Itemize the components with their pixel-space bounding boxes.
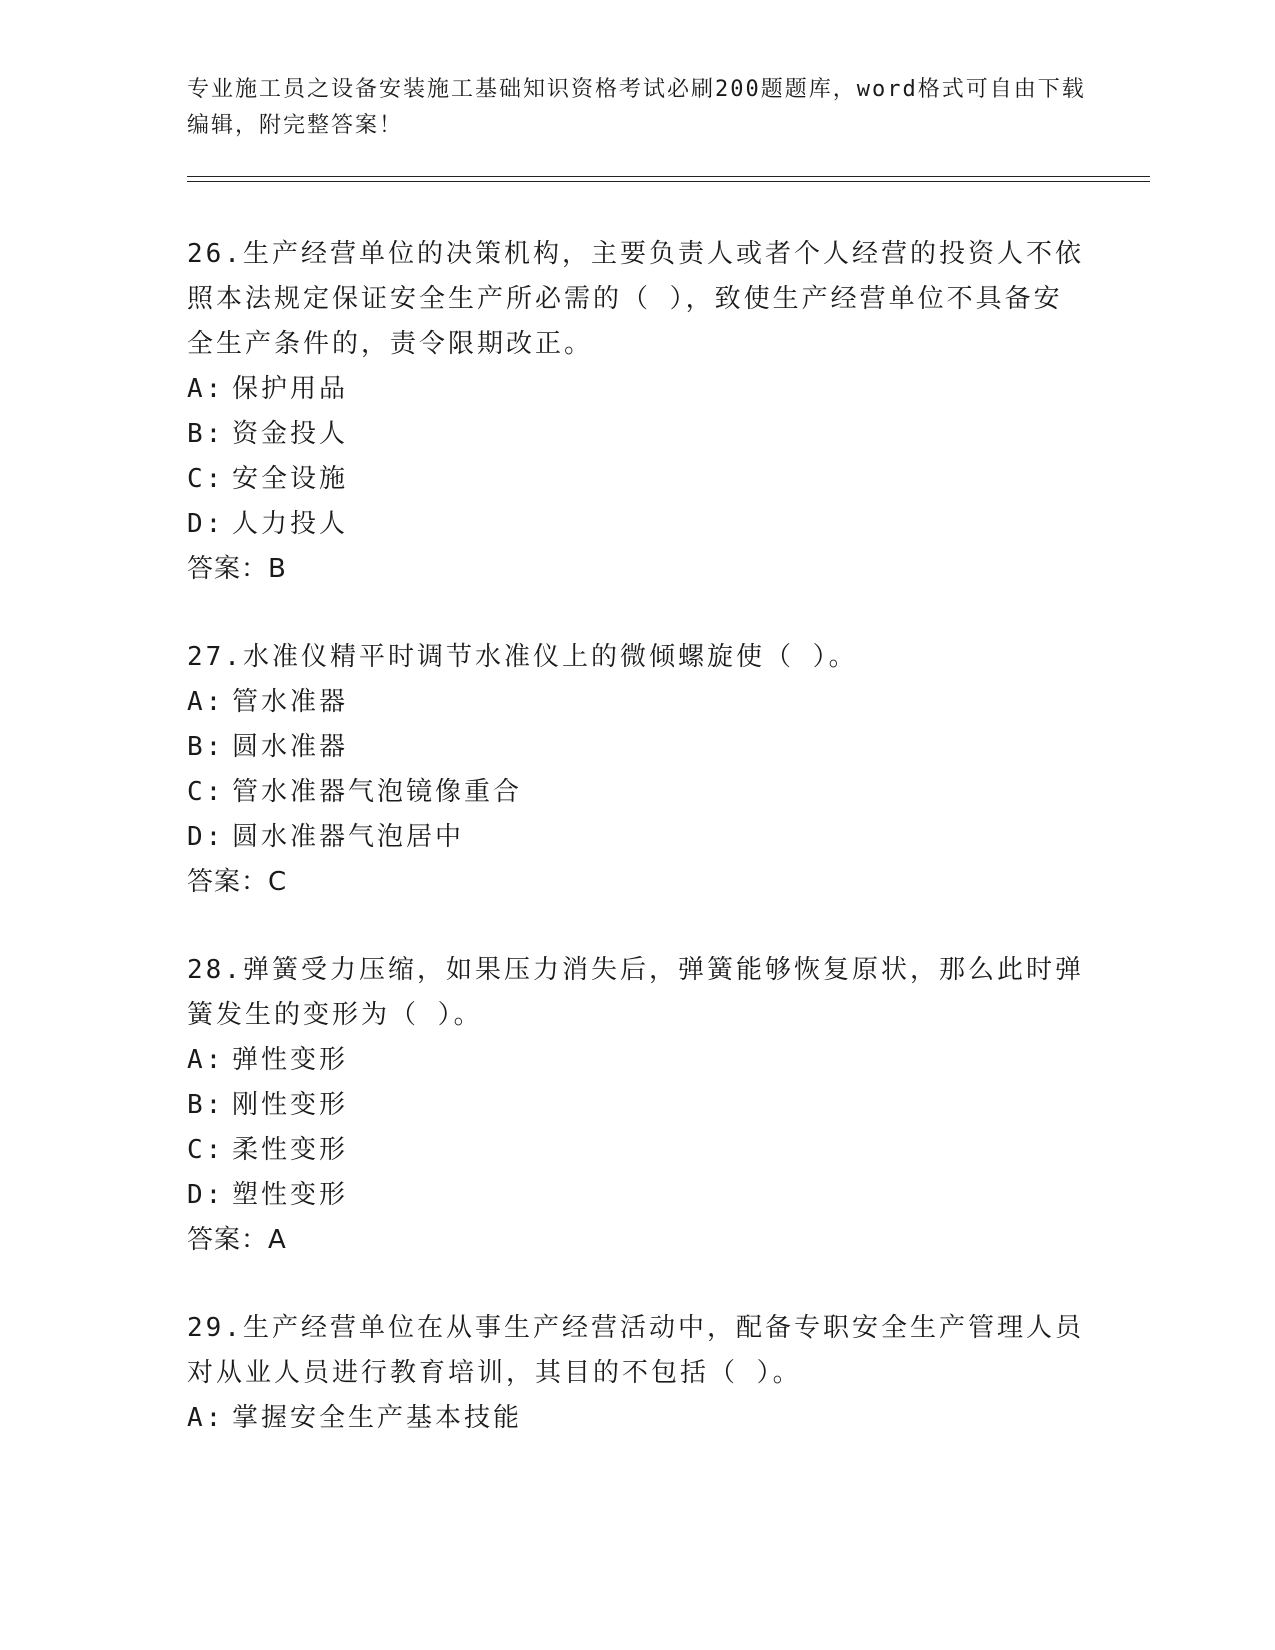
option-b bbox=[187, 1083, 1087, 1128]
option-text: 人力投人 bbox=[232, 509, 349, 539]
option-letter: C: bbox=[187, 1135, 225, 1165]
option-c bbox=[187, 770, 1087, 815]
option-a bbox=[187, 1038, 1087, 1083]
option-letter: D: bbox=[187, 1180, 225, 1210]
option-letter: A: bbox=[187, 1403, 225, 1433]
option-text: 柔性变形 bbox=[232, 1135, 349, 1165]
option-text: 塑性变形 bbox=[232, 1180, 349, 1210]
option-text: 保护用品 bbox=[232, 374, 349, 404]
answer-line: 答案：C bbox=[187, 867, 288, 897]
option-b bbox=[187, 725, 1087, 770]
option-text: 管水准器 bbox=[232, 687, 349, 717]
question-27 bbox=[187, 635, 1087, 905]
option-text: 资金投人 bbox=[232, 419, 349, 449]
option-text: 圆水准器 bbox=[232, 732, 349, 762]
option-text: 管水准器气泡镜像重合 bbox=[232, 777, 523, 807]
option-letter: A: bbox=[187, 374, 225, 404]
answer-line: 答案：B bbox=[187, 554, 287, 584]
header-divider-top bbox=[187, 176, 1150, 177]
option-letter: B: bbox=[187, 1090, 225, 1120]
option-letter: D: bbox=[187, 822, 225, 852]
option-b bbox=[187, 412, 1087, 457]
answer-line: 答案：A bbox=[187, 1225, 287, 1255]
option-letter: B: bbox=[187, 732, 225, 762]
option-letter: A: bbox=[187, 687, 225, 717]
option-text: 掌握安全生产基本技能 bbox=[232, 1403, 523, 1433]
question-text: 27.水准仪精平时调节水准仪上的微倾螺旋使（ ）。 bbox=[187, 642, 858, 672]
option-text: 刚性变形 bbox=[232, 1090, 349, 1120]
question-29 bbox=[187, 1306, 1087, 1441]
option-a bbox=[187, 680, 1087, 725]
header-divider-bottom bbox=[187, 181, 1150, 182]
option-c bbox=[187, 1128, 1087, 1173]
question-28 bbox=[187, 948, 1087, 1263]
question-text: 29.生产经营单位在从事生产经营活动中，配备专职安全生产管理人员对从业人员进行教育培训，其目的不包括（ ）。 bbox=[187, 1313, 1084, 1388]
option-text: 安全设施 bbox=[232, 464, 349, 494]
option-letter: D: bbox=[187, 509, 225, 539]
option-letter: C: bbox=[187, 777, 225, 807]
document-header: 专业施工员之设备安装施工基础知识资格考试必刷200题题库，word格式可自由下载编辑，附完整答案！ bbox=[187, 77, 1086, 138]
option-letter: B: bbox=[187, 419, 225, 449]
option-c bbox=[187, 457, 1087, 502]
option-text: 弹性变形 bbox=[232, 1045, 349, 1075]
option-d bbox=[187, 815, 1087, 860]
option-letter: C: bbox=[187, 464, 225, 494]
option-text: 圆水准器气泡居中 bbox=[232, 822, 465, 852]
option-a bbox=[187, 367, 1087, 412]
option-letter: A: bbox=[187, 1045, 225, 1075]
option-a bbox=[187, 1396, 1087, 1441]
option-d bbox=[187, 1173, 1087, 1218]
option-d bbox=[187, 502, 1087, 547]
question-text: 28.弹簧受力压缩，如果压力消失后，弹簧能够恢复原状，那么此时弹簧发生的变形为（ ）。 bbox=[187, 955, 1084, 1030]
question-list bbox=[187, 232, 1087, 1484]
question-26 bbox=[187, 232, 1087, 592]
question-text: 26.生产经营单位的决策机构，主要负责人或者个人经营的投资人不依照本法规定保证安全生产所必需的（ ），致使生产经营单位不具备安全生产条件的，责令限期改正。 bbox=[187, 239, 1084, 359]
